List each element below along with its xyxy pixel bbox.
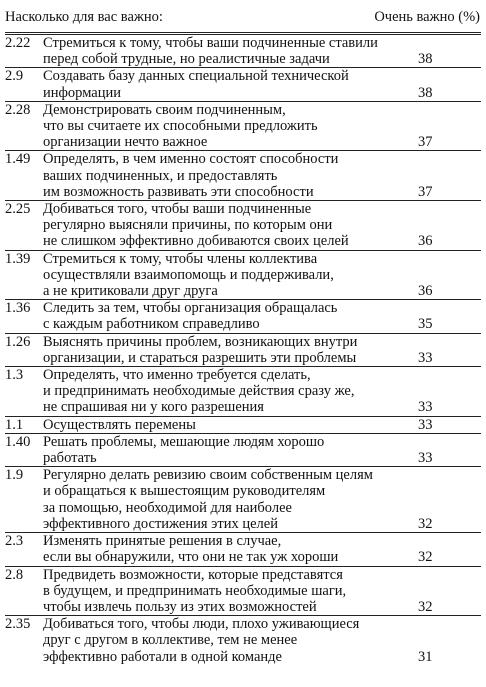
- item-percent: 32: [418, 515, 433, 532]
- item-percent: 32: [418, 549, 433, 566]
- table-row: [5, 416, 481, 433]
- table-row: [5, 299, 481, 332]
- table-row: [5, 433, 481, 466]
- item-code: 1.26: [5, 333, 31, 350]
- item-code: 2.8: [5, 566, 24, 583]
- header-divider: [5, 32, 481, 33]
- table-row: [5, 67, 481, 100]
- item-text: Добиваться того, чтобы люди, плохо уживающиеся друг с другом в коллективе, тем не менее эффективно работали в одной команде: [43, 616, 360, 665]
- item-code: 1.9: [5, 467, 24, 484]
- item-code: 2.28: [5, 101, 31, 118]
- table-row: [5, 200, 481, 250]
- item-code: 2.22: [5, 35, 31, 51]
- item-percent: 33: [418, 450, 433, 467]
- item-percent: 32: [418, 598, 433, 615]
- item-percent: 38: [418, 51, 433, 68]
- item-percent: 31: [418, 648, 433, 665]
- item-text: Определять, что именно требуется сделать, и предпринимать необходимые действия сразу же, не спрашивая ни у кого разрешения: [43, 367, 355, 416]
- item-percent: 36: [418, 283, 433, 300]
- item-code: 1.39: [5, 250, 31, 267]
- item-text: Решать проблемы, мешающие людям хорошо работать: [43, 433, 325, 467]
- table-row: [5, 101, 481, 151]
- item-text: Следить за тем, чтобы организация обращалась с каждым работником справедливо: [43, 300, 338, 333]
- table-row: [5, 34, 481, 67]
- header-question-label: Насколько для вас важно:: [5, 9, 163, 25]
- item-code: 1.36: [5, 300, 31, 317]
- table-row: [5, 150, 481, 200]
- item-text: Регулярно делать ревизию своим собственным целям и обращаться к вышестоящим руководителям за помощью, необходимой для наиболее эффективного достижения этих целей: [43, 467, 373, 532]
- table-header: [5, 6, 481, 26]
- item-percent: 38: [418, 84, 433, 101]
- table-row: [5, 615, 481, 665]
- item-text: Демонстрировать своим подчиненным, что вы считаете их способными предложить организации нечто важное: [43, 101, 318, 151]
- item-text: Предвидеть возможности, которые представятся в будущем, и предпринимать необходимые шаги, чтобы извлечь пользу из этих возможностей: [43, 566, 347, 615]
- item-text: Определять, в чем именно состоят способности ваших подчиненных, и предоставлять им возможность развивать эти способности: [43, 151, 339, 200]
- item-text: Стремиться к тому, чтобы члены коллектива осуществляли взаимопомощь и поддерживали, а не критиковали друг друга: [43, 250, 334, 300]
- item-text: Осуществлять перемены: [43, 416, 196, 433]
- item-percent: 37: [418, 183, 433, 200]
- table-body: [5, 34, 481, 665]
- table-row: [5, 532, 481, 565]
- item-code: 2.9: [5, 68, 24, 85]
- item-text: Стремиться к тому, чтобы ваши подчиненные ставили перед собой трудные, но реалистичные задачи: [43, 35, 378, 68]
- item-code: 2.35: [5, 616, 31, 633]
- table-row: [5, 333, 481, 366]
- item-code: 1.40: [5, 433, 31, 450]
- item-text: Изменять принятые решения в случае, если вы обнаружили, что они не так уж хороши: [43, 533, 339, 566]
- item-percent: 33: [418, 399, 433, 416]
- table-row: [5, 466, 481, 532]
- item-text: Создавать базу данных специальной технической информации: [43, 68, 349, 101]
- item-code: 1.49: [5, 151, 31, 168]
- table-row: [5, 366, 481, 416]
- item-percent: 37: [418, 134, 433, 151]
- item-percent: 35: [418, 316, 433, 333]
- item-text: Выяснять причины проблем, возникающих внутри организации, и стараться разрешить эти проблемы: [43, 333, 358, 366]
- header-percent-label: Очень важно (%): [374, 9, 480, 25]
- item-code: 1.3: [5, 367, 24, 384]
- item-percent: 33: [418, 416, 433, 433]
- table-row: [5, 566, 481, 616]
- item-code: 2.25: [5, 201, 31, 218]
- item-text: Добиваться того, чтобы ваши подчиненные регулярно выясняли причины, по которым они не слишком эффективно добиваются своих целей: [43, 201, 349, 250]
- item-code: 2.3: [5, 533, 24, 550]
- item-code: 1.1: [5, 416, 24, 433]
- table-row: [5, 250, 481, 300]
- item-percent: 36: [418, 233, 433, 250]
- item-percent: 33: [418, 349, 433, 366]
